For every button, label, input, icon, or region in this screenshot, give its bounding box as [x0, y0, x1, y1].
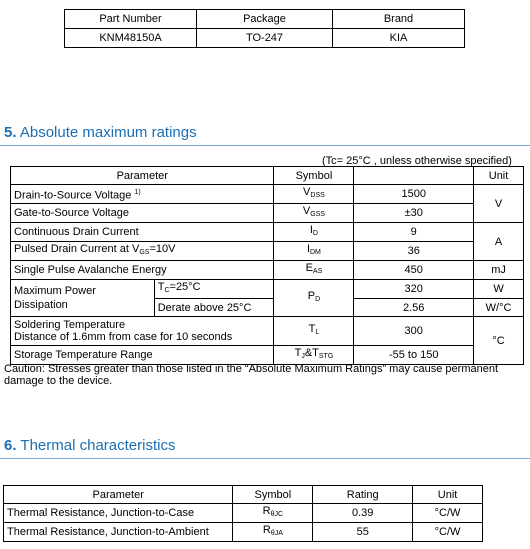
amr-row-idm	[11, 242, 524, 261]
pd-cond1-sub: C	[164, 287, 170, 294]
pd-value-1: 320	[354, 280, 474, 299]
part-info-row	[65, 29, 465, 48]
rthjc-symbol	[233, 504, 313, 523]
amr-row-tstg	[11, 346, 524, 365]
pd-cond1-pre: T	[157, 281, 165, 293]
section-6-title: Thermal characteristics	[20, 437, 176, 454]
pd-value-2: 2.56	[354, 299, 474, 317]
vgss-symbol	[274, 204, 354, 223]
part-number-value: KNM48150A	[65, 29, 197, 48]
eas-symbol	[274, 261, 354, 280]
vdss-parameter	[11, 185, 274, 204]
section-5-number: 5.	[4, 124, 17, 141]
idm-parameter	[11, 242, 274, 261]
rthjc-rating: 0.39	[313, 504, 413, 523]
rthja-symbol-sub: θJA	[270, 530, 283, 537]
tl-value: 300	[354, 317, 474, 346]
caution-note: Caution: Stresses greater than those listed in the “Absolute Maximum Ratings” may cause permanent damage to the device.	[4, 363, 499, 387]
section-6-heading	[4, 437, 175, 454]
vgss-symbol-sub: GSS	[310, 211, 325, 218]
section-5-heading	[4, 124, 197, 141]
eas-unit: mJ	[474, 261, 524, 280]
eas-parameter: Single Pulse Avalanche Energy	[11, 261, 274, 280]
idm-parameter-sub: GS	[139, 249, 150, 256]
tl-parameter-line1: Soldering Temperature	[14, 319, 126, 331]
id-symbol	[274, 223, 354, 242]
rthja-parameter: Thermal Resistance, Junction-to-Ambient	[4, 523, 233, 542]
pd-symbol-sub: D	[315, 296, 321, 303]
thermal-header-row	[4, 486, 483, 504]
rthja-unit: °C/W	[413, 523, 483, 542]
vdss-value: 1500	[354, 185, 474, 204]
amr-row-eas	[11, 261, 524, 280]
tl-symbol-sub: L	[315, 329, 320, 336]
id-symbol-main: I	[309, 224, 313, 236]
tstg-symbol	[274, 346, 354, 365]
thermal-table	[3, 485, 483, 542]
rthja-symbol	[233, 523, 313, 542]
vgss-symbol-main: V	[302, 205, 311, 217]
thermal-header-rating: Rating	[313, 486, 413, 504]
amr-row-pd-1	[11, 280, 524, 299]
idm-symbol-sub: DM	[310, 249, 321, 256]
header-package: Package	[197, 10, 333, 29]
condition-note: (Tc= 25°C , unless otherwise specified)	[322, 155, 512, 167]
amr-header-row	[11, 167, 524, 185]
pd-condition-1	[154, 280, 274, 299]
tstg-symbol-amp: &T	[304, 347, 319, 359]
part-info-table	[64, 9, 465, 48]
idm-parameter-pre: Pulsed Drain Current at V	[14, 243, 140, 255]
part-info-header-row	[65, 10, 465, 29]
temp-unit: °C	[474, 317, 524, 365]
package-value: TO-247	[197, 29, 333, 48]
idm-parameter-post: =10V	[149, 243, 176, 255]
vdss-note: 1)	[134, 188, 141, 196]
eas-symbol-sub: AS	[312, 268, 323, 275]
thermal-header-unit: Unit	[413, 486, 483, 504]
header-brand: Brand	[333, 10, 465, 29]
rthja-rating: 55	[313, 523, 413, 542]
vdss-parameter-text: Drain-to-Source Voltage	[14, 189, 132, 202]
amr-header-symbol: Symbol	[274, 167, 354, 185]
tstg-symbol-b-sub: STG	[318, 353, 334, 360]
amr-row-id	[11, 223, 524, 242]
amr-row-vgss	[11, 204, 524, 223]
amr-header-blank	[354, 167, 474, 185]
id-symbol-sub: D	[312, 230, 318, 237]
id-value: 9	[354, 223, 474, 242]
rthjc-unit: °C/W	[413, 504, 483, 523]
idm-symbol	[274, 242, 354, 261]
pd-symbol	[274, 280, 354, 317]
amr-row-vdss	[11, 185, 524, 204]
tl-symbol	[274, 317, 354, 346]
brand-value: KIA	[333, 29, 465, 48]
vdss-symbol-main: V	[303, 186, 311, 198]
id-parameter: Continuous Drain Current	[11, 223, 274, 242]
thermal-header-parameter: Parameter	[4, 486, 233, 504]
tl-symbol-main: T	[308, 323, 316, 335]
vdss-symbol	[274, 185, 354, 204]
tstg-value: -55 to 150	[354, 346, 474, 365]
section-5-rule	[0, 145, 530, 146]
rthjc-symbol-main: R	[262, 505, 271, 517]
header-part-number: Part Number	[65, 10, 197, 29]
section-6-number: 6.	[4, 437, 17, 454]
thermal-row-jc	[4, 504, 483, 523]
pd-unit-1: W	[474, 280, 524, 299]
thermal-header-symbol: Symbol	[233, 486, 313, 504]
tl-parameter	[11, 317, 274, 346]
pd-unit-2: W/°C	[474, 299, 524, 317]
tstg-symbol-a-sub: J	[301, 353, 305, 360]
tl-parameter-line2: Distance of 1.6mm from case for 10 seconds	[14, 331, 233, 343]
amr-row-tl	[11, 317, 524, 346]
thermal-row-ja	[4, 523, 483, 542]
pd-condition-2: Derate above 25°C	[154, 299, 274, 317]
current-unit: A	[474, 223, 524, 261]
pd-cond1-post: =25°C	[169, 281, 201, 293]
tstg-parameter: Storage Temperature Range	[11, 346, 274, 365]
eas-value: 450	[354, 261, 474, 280]
pd-parameter: Maximum Power Dissipation	[11, 280, 155, 317]
rthjc-parameter: Thermal Resistance, Junction-to-Case	[4, 504, 233, 523]
vgss-value: ±30	[354, 204, 474, 223]
rthjc-symbol-sub: θJC	[270, 511, 284, 518]
amr-header-unit: Unit	[474, 167, 524, 185]
vgss-parameter: Gate-to-Source Voltage	[11, 204, 274, 223]
eas-symbol-main: E	[305, 262, 313, 274]
section-6-rule	[0, 458, 530, 459]
tstg-symbol-a: T	[294, 347, 302, 359]
rthja-symbol-main: R	[262, 524, 271, 536]
pd-symbol-main: P	[307, 290, 316, 302]
idm-symbol-main: I	[306, 243, 310, 255]
absolute-max-ratings-table	[10, 166, 524, 365]
section-5-title: Absolute maximum ratings	[19, 124, 197, 141]
amr-header-parameter: Parameter	[11, 167, 274, 185]
idm-value: 36	[354, 242, 474, 261]
voltage-unit: V	[474, 185, 524, 223]
vdss-symbol-sub: DSS	[310, 192, 325, 199]
